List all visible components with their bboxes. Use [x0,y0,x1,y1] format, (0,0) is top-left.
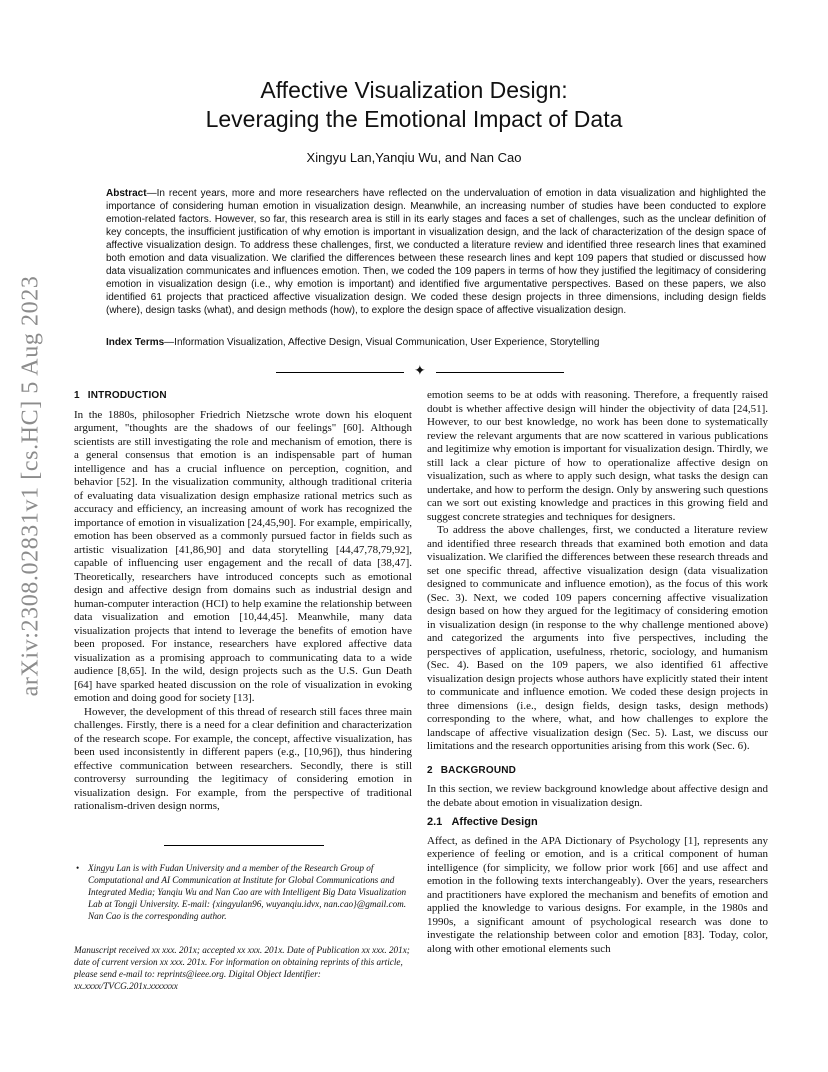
subsection-title: Affective Design [451,816,538,828]
section-number: 2 [427,764,433,776]
index-terms-text: —Information Visualization, Affective Design, Visual Communication, User Experience, Storytelling [164,337,600,348]
intro-paragraph-4: To address the above challenges, first, we conducted a literature review and identified three research threads that examined both emotion and data visualization. We clarified the differences between these research threads and set one specific thread, affective visualization design (data visualization designed to communicate and influence emotion), as the focus of this work (Sec. 3). Next, we coded 109 papers concerning affective visualization design based on how they argued for the legitimacy of considering emotion in visualization design (in response to the why challenge mentioned above) and categorized the arguments into five perspectives, including the perspectives of application, usefulness, rhetoric, sociology, and humanism (Sec. 4). Based on the 109 papers, we also identified 61 affective visualization design projects whose authors have explicitly stated their intent to communicate and influence emotion. We coded these design projects in three dimensions (i.e., design fields, design tasks, design methods) corresponding to the where, what, and how challenges to explore the landscape of affective visualization design (Sec. 5). Last, we discuss our limitations and the research opportunities arising from this work (Sec. 6). [427,524,768,752]
footnote-manuscript: Manuscript received xx xxx. 201x; accepted xx xxx. 201x. Date of Publication xx xxx. 201x; date of current version xx xxx. 201x. For information on obtaining reprints of this article, please send e-mail to: reprints@ieee.org. Digital Object Identifier: xx.xxxx/TVCG.201x.xxxxxxx [74,945,410,991]
subsection-heading-affective-design [427,816,768,830]
abstract-label: Abstract [106,188,147,199]
index-terms-label: Index Terms [106,337,165,348]
affective-design-paragraph-1: Affect, as defined in the APA Dictionary of Psychology [1], represents any experience of feeling or emotion, and is a critical component of human intelligence (for simplicity, we follow prior work [66] and use affect and emotion in the following texts interchangeably). Over the years, researchers and practitioners have explored the mechanism and benefits of emotion and applied the knowledge to various designs. For example, in the 1980s and 1990s, a significant amount of psychological research was done to investigate the relationship between color and emotion [83]. Today, color, along with other emotional elements such [427,834,768,955]
title-line-1: Affective Visualization Design: [260,77,568,103]
footnote-affiliation [74,862,412,922]
abstract [106,187,766,317]
index-terms [106,336,766,349]
divider-line-left [276,372,404,373]
section-title: BACKGROUND [440,764,517,776]
intro-paragraph-2: However, the development of this thread of research still faces three main challenges. Firstly, there is a need for a clear definition and characterization of the research scope. For example, the concept, affective visualization, has been used inconsistently in different papers (e.g., [10,96]), thus hindering effective communication between researchers. Secondly, there is still controversy surrounding the legitimacy of considering emotion in visualization design. For example, from the perspective of traditional rationalism-driven design norms, [74,705,412,812]
background-paragraph-1: In this section, we review background knowledge about affective design and the debate about emotion in visualization design. [427,783,768,809]
footnote-affiliation-text: Xingyu Lan is with Fudan University and a member of the Research Group of Computational and AI Communication at Institute for Global Communications and Integrated Media; Yanqiu Wu and Nan Cao are with Intelligent Big Data Visualization Lab at Tongji University. E-mail: {xingyulan96, wuyanqiu.idvx, nan.cao}@gmail.com. Nan Cao is the corresponding author. [88,863,407,921]
author-list: Xingyu Lan,Yanqiu Wu, and Nan Cao [306,150,522,165]
left-column [74,389,412,814]
section-divider [276,364,564,380]
right-column [427,389,768,956]
intro-paragraph-3: emotion seems to be at odds with reasoning. Therefore, a frequently raised doubt is whether affective design will hinder the objectivity of data [24,51]. However, to our best knowledge, no work has been done to systematically review the relevant arguments that are now scattered in various publications and legitimize why emotion is important for visualization design. Thirdly, we still lack a clear picture of how to operationalize affective design on visualization, such as where to apply such design, what tasks the design can undertake, and how to perform the design. Only by answering such questions can we sort out existing knowledge and practices in this growing field and suggest concrete strategies and techniques for designers. [427,389,768,523]
section-title: INTRODUCTION [87,390,167,401]
arxiv-sidebar-stamp [14,276,48,696]
abstract-text: —In recent years, more and more researchers have reflected on the undervaluation of emotion in data visualization and highlighted the importance of considering human emotion in visualization design. Meanwhile, an increasing number of studies have been conducted to explore emotion-related factors. However, so far, this research area is still in its early stages and faces a set of challenges, such as the unclear definition of key concepts, the insufficient justification of why emotion is important in visualization design, and the lack of characterization of the design space of affective visualization design. To address these challenges, first, we conducted a literature review and identified three research lines that examined both emotion and data visualization. We clarified the differences between these research lines and kept 109 papers that studied or discussed how data visualization communicates and influences emotion. Then, we coded the 109 papers in terms of how they justified the legitimacy of considering emotion in visualization design (i.e., why emotion is important) and identified five argumentative perspectives. Based on these papers, we also identified 61 projects that practiced affective visualization design. We coded these design projects in three dimensions, including design fields (where), design tasks (what), and design methods (how), to explore the design space of affective visualization design. [106,188,766,316]
footnote-rule [164,845,324,846]
divider-diamond-icon: ✦ [414,364,426,379]
title-line-2: Leveraging the Emotional Impact of Data [205,106,623,132]
subsection-number: 2.1 [427,816,443,828]
footnote-bullet: • [76,863,80,873]
divider-line-right [436,372,564,373]
section-heading-introduction [74,389,412,403]
arxiv-identifier: arXiv:2308.02831v1 [cs.HC] 5 Aug 2023 [17,275,44,697]
section-number: 1 [74,390,80,401]
paper-title [0,76,828,134]
section-heading-background [427,764,768,778]
intro-paragraph-1: In the 1880s, philosopher Friedrich Nietzsche wrote down his eloquent argument, "thoughts are the shadows of our feelings" [60]. Although scientists are still investigating the role and mechanism of emotion, there is a general consensus that emotion is an indispensable part of human intelligence and has a crucial influence on perception, cognition, and behavior [52]. In the visualization community, although traditional criteria of evaluating data visualization design emphasize rational metrics such as accuracy and efficiency, an increasing amount of work has recognized the importance of emotion in visualization [24,45,90]. For example, empirically, emotion has been observed as a commonly pursued factor in fields such as artistic visualization [41,86,90] and data storytelling [44,47,78,79,92], capable of influencing user engagement and the recall of data [38,47]. Theoretically, researchers have introduced concepts such as emotional design and affective design from domains such as industrial design and human-computer interaction (HCI) to help examine the relationship between data visualization and emotion [10,44,45]. Meanwhile, many data visualization projects that intend to leverage the benefits of emotion have been proposed. For instance, researchers have explored affective data visualization as a promising approach to communicating data to a wide audience [8,65]. In the wild, design projects such as the U.S. Gun Death [64] have sparked heated discussion on the role of visualization in evoking emotion and doing good for society [13]. [74,408,412,704]
